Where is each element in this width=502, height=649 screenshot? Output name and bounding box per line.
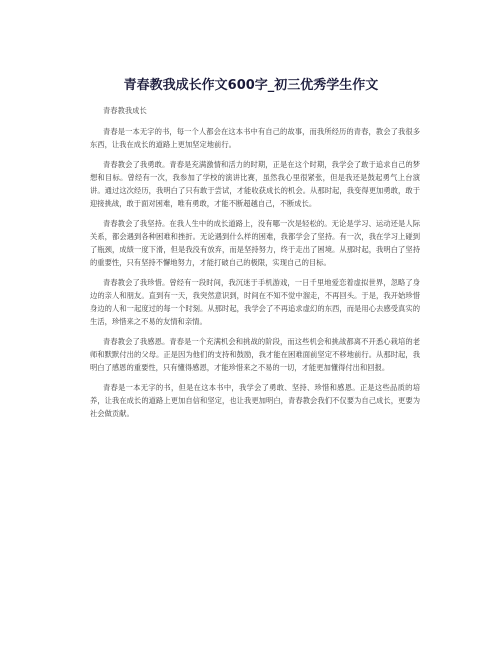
paragraph-6: 青春是一本无字的书，但是在这本书中，我学会了勇敢、坚持、珍惜和感恩。正是这些品质的培养，让我在成长的道路上更加自信和坚定，也让我更加明白，青春教会我们不仅要为自己成长，更要为社会做贡献。 [90,383,420,418]
document-subtitle: 青春教我成长 [103,106,147,115]
document-body [90,104,420,427]
paragraph-2: 青春教会了我勇敢。青春是充满激情和活力的时期，正是在这个时期，我学会了敢于追求自己的梦想和目标。曾经有一次，我参加了学校的演讲比赛，虽然我心里很紧张，但是我还是鼓起勇气上台演讲。通过这次经历，我明白了只有敢于尝试，才能收获成长的机会。从那时起，我变得更加勇敢，敢于迎接挑战，敢于面对困难，唯有勇敢，才能不断超越自己，不断成长。 [90,160,420,208]
paragraph-5: 青春教会了我感恩。青春是一个充满机会和挑战的阶段，而这些机会和挑战都离不开悉心栽培的老师和默默付出的父母。正是因为他们的支持和鼓励，我才能在困难面前坚定不移地前行。从那时起，我明白了感恩的重要性，只有懂得感恩，才能珍惜来之不易的一切，才能更加懂得付出和回报。 [90,337,420,372]
paragraph-3: 青春教会了我坚持。在我人生中的成长道路上，没有哪一次是轻松的。无论是学习、运动还是人际关系，都会遇到各种困难和挫折。无论遇到什么样的困难，我都学会了坚持。有一次，我在学习上碰到了瓶颈，成绩一度下滑，但是我没有放弃，而是坚持努力，终于走出了困境。从那时起，我明白了坚持的重要性，只有坚持不懈地努力，才能打破自己的极限，实现自己的目标。 [90,219,420,267]
paragraph-1: 青春是一本无字的书，每一个人都会在这本书中有自己的故事，而我所经历的青春，教会了我很多东西，让我在成长的道路上更加坚定地前行。 [90,127,420,149]
document-title: 青春教我成长作文600字_初三优秀学生作文 [123,78,379,93]
paragraph-4: 青春教会了我珍惜。曾经有一段时间，我沉迷于手机游戏，一日千里地爱恋着虚拟世界，忽略了身边的亲人和朋友。直到有一天，我突然意识到，时间在不知不觉中溜走，不再回头。于是，我开始珍惜身边的人和一起度过的每一个时刻。从那时起，我学会了不再追求虚幻的东西，而是用心去感受真实的生活，珍惜来之不易的友情和亲情。 [90,278,420,326]
